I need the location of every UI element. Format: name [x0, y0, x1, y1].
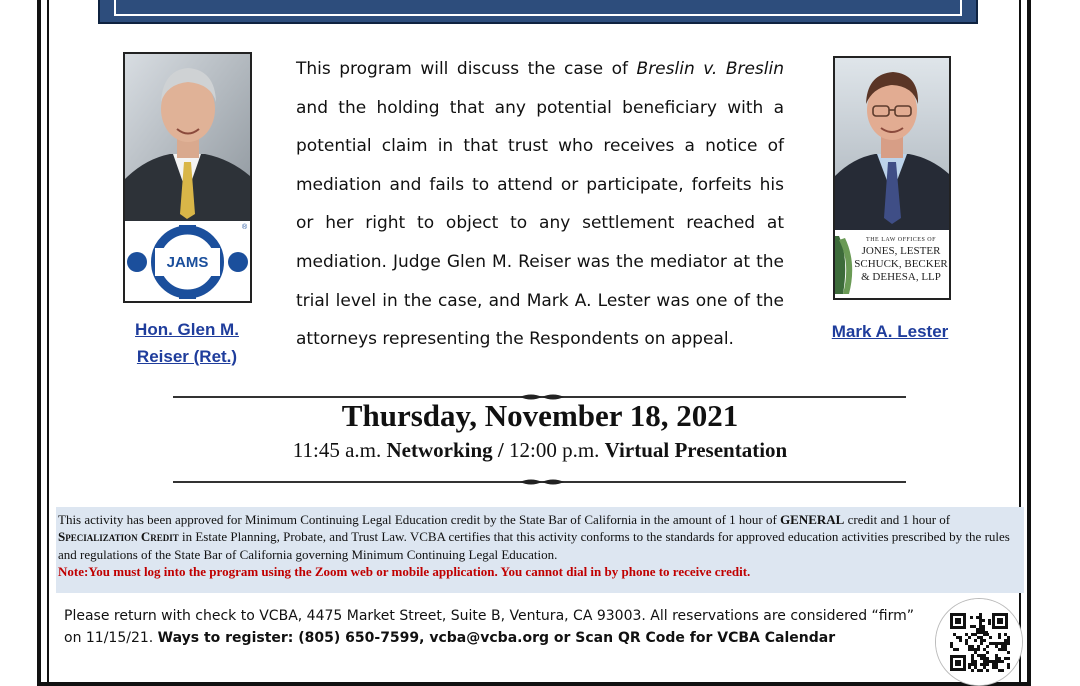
event-time	[140, 438, 940, 463]
qr-code-pattern	[936, 599, 1022, 685]
event-date: Thursday, November 18, 2021	[341, 398, 739, 433]
speaker-left-name-line1: Hon. Glen M.	[135, 320, 239, 339]
mcle-text-part2: credit and 1 hour of	[844, 512, 951, 527]
mcle-specialization: Specialization Credit	[58, 529, 179, 545]
firm-logo-line2: JONES, LESTER	[861, 245, 941, 257]
bottom-divider-ornament	[520, 477, 564, 487]
speaker-right-photo-card	[833, 56, 951, 300]
jams-registered-mark: ®	[242, 224, 248, 231]
mcle-credit-notice	[56, 507, 1024, 593]
speaker-right-name-link[interactable]: Mark A. Lester	[831, 322, 949, 341]
mcle-text-part3: in Estate Planning, Probate, and Trust Law. VCBA certifies that this activity conforms to the standards for approved education activities prescribed by the rules and regulations of the State Bar of California governing Minimum Continuing Legal Education.	[58, 529, 1010, 562]
registration-address-text: Please return with check to VCBA, 4475 Market Street, Suite B, Ventura, CA 93003. All reservations are considered “firm” on 11/15/21.	[64, 608, 915, 646]
event-time-presentation: 12:00 p.m.	[509, 438, 605, 462]
firm-logo-line3: SCHUCK, BECKER	[854, 258, 948, 270]
case-name: Breslin v. Breslin	[636, 59, 785, 79]
firm-logo-line1: THE LAW OFFICES OF	[866, 237, 936, 243]
title-banner-inner-border	[114, 0, 962, 16]
speaker-left-name-link[interactable]	[112, 316, 262, 370]
event-label-networking: Networking	[386, 438, 493, 462]
speaker-left-name-line2: Reiser (Ret.)	[136, 347, 238, 366]
description-body: and the holding that any potential beneficiary with a potential claim in that trust who receives a notice of mediation and fails to attend or participate, forfeits his or her right to object to any settlement reached at mediation. Judge Glen M. Reiser was the mediator at the trial level in the case, and Mark A. Lester was one of the attorneys representing the Respondents on appeal.	[296, 97, 784, 350]
event-label-presentation: Virtual Presentation	[604, 438, 788, 462]
event-time-networking: 11:45 a.m.	[292, 438, 387, 462]
description-intro: This program will discuss the case of	[296, 59, 637, 79]
firm-logo	[853, 236, 949, 284]
event-time-separator: /	[492, 438, 509, 462]
title-banner	[98, 0, 978, 24]
mcle-general: GENERAL	[780, 512, 845, 527]
speaker-left-photo-card	[123, 52, 252, 303]
registration-methods: Ways to register: (805) 650-7599, vcba@vcba.org or Scan QR Code for VCBA Calendar	[157, 630, 836, 646]
mcle-zoom-note: Note:You must log into the program using the Zoom web or mobile application. You cannot dial in by phone to receive credit.	[58, 564, 751, 580]
program-description	[296, 50, 784, 359]
vcba-calendar-qr-code[interactable]	[935, 598, 1023, 686]
mcle-text-part1: This activity has been approved for Minimum Continuing Legal Education credit by the State Bar of California in the amount of 1 hour of	[58, 512, 781, 527]
firm-logo-line4: & DEHESA, LLP	[861, 271, 941, 283]
jams-logo-text: JAMS	[166, 254, 209, 271]
registration-info	[64, 605, 924, 649]
